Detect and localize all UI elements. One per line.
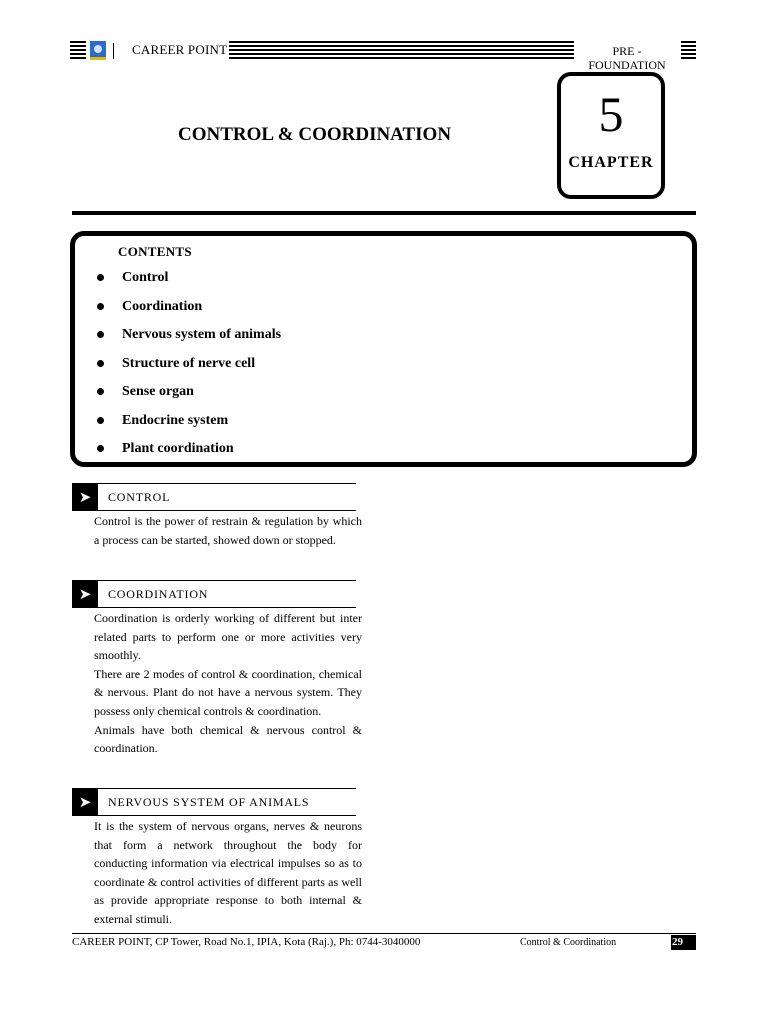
contents-box <box>70 231 697 467</box>
footer-rule <box>72 933 696 934</box>
section-header-coordination <box>72 580 356 608</box>
chevron-right-icon: ➤ <box>72 483 98 511</box>
footer-subject: Control & Coordination <box>520 937 617 948</box>
page-number: 29 <box>671 935 696 950</box>
bullet-icon <box>97 417 104 424</box>
contents-item: Control <box>97 269 281 298</box>
paragraph: Animals have both chemical & nervous control & coordination. <box>94 722 362 756</box>
header-stripes-left <box>70 41 86 61</box>
chapter-number: 5 <box>598 86 624 142</box>
section-header-nervous-system <box>72 788 356 816</box>
footer-address: CAREER POINT, CP Tower, Road No.1, IPIA, Kota (Raj.), Ph: 0744-3040000 <box>72 936 421 948</box>
contents-item: Structure of nerve cell <box>97 355 281 384</box>
section-body-control <box>94 512 362 549</box>
contents-item: Sense organ <box>97 383 281 412</box>
bullet-icon <box>97 388 104 395</box>
title-rule <box>72 211 696 215</box>
chapter-label: CHAPTER <box>568 154 654 171</box>
section-heading: CONTROL <box>108 490 171 504</box>
career-point-logo <box>90 41 106 60</box>
chapter-box <box>557 72 665 199</box>
contents-item: Endocrine system <box>97 412 281 441</box>
contents-item: Coordination <box>97 298 281 327</box>
chevron-right-icon: ➤ <box>72 580 98 608</box>
header-divider <box>113 43 114 59</box>
section-heading: COORDINATION <box>108 587 209 601</box>
section-header-control <box>72 483 356 511</box>
bullet-icon <box>97 360 104 367</box>
section-heading: NERVOUS SYSTEM OF ANIMALS <box>108 795 310 809</box>
chevron-right-icon: ➤ <box>72 788 98 816</box>
paragraph: Coordination is orderly working of different but inter related parts to perform one or more activities very smoothly. <box>94 611 362 663</box>
header-edition: PRE - FOUNDATION <box>588 44 666 72</box>
paragraph: There are 2 modes of control & coordination, chemical & nervous. Plant do not have a nervous system. They possess only chemical controls & coordination. <box>94 666 362 718</box>
header-stripes-right <box>681 41 696 61</box>
paragraph: It is the system of nervous organs, nerves & neurons that form a network throughout the body for conducting information via electrical impulses so as to coordinate & control activities of different parts as well as provide appropriate response to both internal & external stimuli. <box>94 819 362 926</box>
paragraph: Control is the power of restrain & regulation by which a process can be started, showed down or stopped. <box>94 514 362 547</box>
contents-item: Nervous system of animals <box>97 326 281 355</box>
contents-heading: CONTENTS <box>118 244 192 259</box>
bullet-icon <box>97 303 104 310</box>
contents-item: Plant coordination <box>97 440 281 469</box>
bullet-icon <box>97 274 104 281</box>
header-stripes-middle <box>229 41 574 61</box>
bullet-icon <box>97 445 104 452</box>
section-body-nervous-system <box>94 817 362 929</box>
page-title: CONTROL & COORDINATION <box>178 124 452 145</box>
header-brand: CAREER POINT <box>132 42 228 57</box>
bullet-icon <box>97 331 104 338</box>
contents-list <box>97 269 281 469</box>
section-body-coordination <box>94 609 362 758</box>
